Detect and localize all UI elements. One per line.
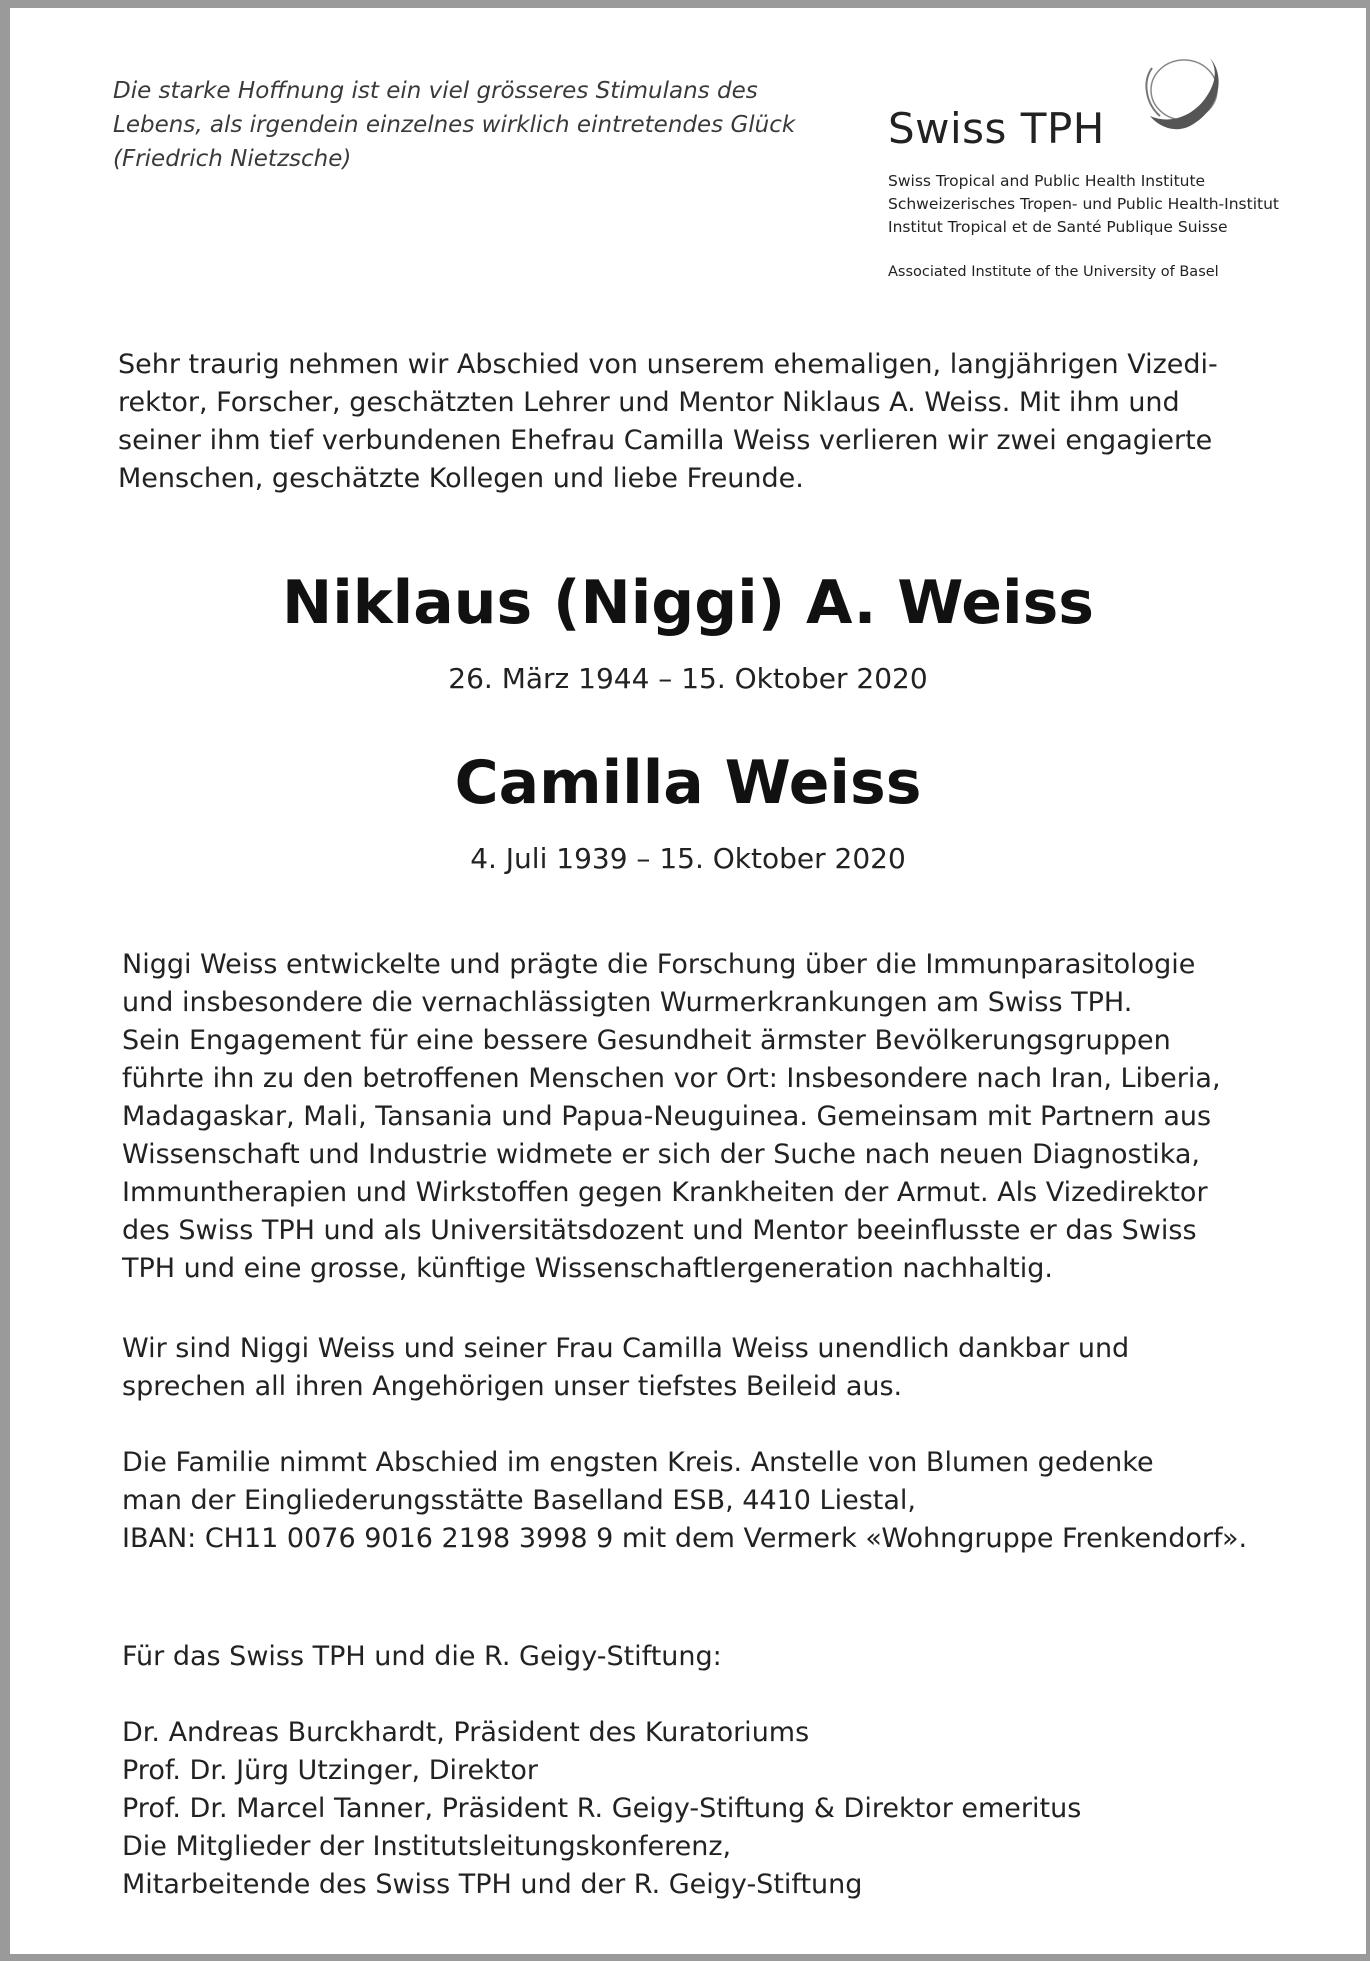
quote-line: Lebens, als irgendein einzelnes wirklich eintretendes Glück (113, 112, 796, 138)
person1-dates: 26. März 1944 – 15. Oktober 2020 (448, 662, 928, 695)
thanks-paragraph (122, 1330, 1322, 1406)
signatory-line: Mitarbeitende des Swiss TPH und der R. Geigy-Stiftung (122, 1869, 863, 1900)
logo-wordmark: Swiss TPH (888, 104, 1105, 153)
signature-intro: Für das Swiss TPH und die R. Geigy-Stiftung: (122, 1641, 722, 1672)
university-affiliation: Associated Institute of the University of Basel (888, 264, 1219, 280)
intro-line: Sehr traurig nehmen wir Abschied von unserem ehemaligen, langjährigen Vizedi- (118, 349, 1218, 380)
person2-dates: 4. Juli 1939 – 15. Oktober 2020 (470, 842, 906, 875)
bio-line: Wissenschaft und Industrie widmete er sich der Suche nach neuen Diagnostika, (122, 1139, 1200, 1170)
donation-line: man der Eingliederungsstätte Baselland ESB, 4410 Liestal, (122, 1485, 916, 1516)
signatory-line: Prof. Dr. Marcel Tanner, Präsident R. Geigy-Stiftung & Direktor emeritus (122, 1793, 1082, 1824)
signatory-line: Prof. Dr. Jürg Utzinger, Direktor (122, 1755, 538, 1786)
bio-line: führte ihn zu den betroffenen Menschen vor Ort: Insbesondere nach Iran, Liberia, (122, 1063, 1221, 1094)
institute-name-de: Schweizerisches Tropen- und Public Health-Institut (888, 195, 1279, 213)
signatory-line: Die Mitglieder der Institutsleitungskonferenz, (122, 1831, 732, 1862)
thanks-line: Wir sind Niggi Weiss und seiner Frau Camilla Weiss unendlich dankbar und (122, 1333, 1130, 1364)
intro-line: rektor, Forscher, geschätzten Lehrer und Mentor Niklaus A. Weiss. Mit ihm und (118, 387, 1180, 418)
intro-line: seiner ihm tief verbundenen Ehefrau Camilla Weiss verlieren wir zwei engagierte (118, 425, 1213, 456)
bio-line: Immuntherapien und Wirkstoffen gegen Krankheiten der Armut. Als Vizedirektor (122, 1177, 1208, 1208)
intro-line: Menschen, geschätzte Kollegen und liebe Freunde. (118, 463, 804, 494)
swiss-tph-logo (888, 48, 1308, 298)
donation-line: Die Familie nimmt Abschied im engsten Kreis. Anstelle von Blumen gedenke (122, 1447, 1154, 1478)
quote-line: Die starke Hoffnung ist ein viel grösseres Stimulans des (113, 78, 758, 104)
obituary-page (10, 8, 1366, 1954)
signatory-line: Dr. Andreas Burckhardt, Präsident des Kuratoriums (122, 1717, 810, 1748)
bio-line: und insbesondere die vernachlässigten Wurmerkrankungen am Swiss TPH. (122, 987, 1133, 1018)
person1-name: Niklaus (Niggi) A. Weiss (282, 568, 1094, 638)
globe-swoosh-icon (1138, 48, 1233, 138)
bio-line: Niggi Weiss entwickelte und prägte die Forschung über die Immunparasitologie (122, 949, 1196, 980)
bio-line: TPH und eine grosse, künftige Wissenschaftlergeneration nachhaltig. (122, 1253, 1053, 1284)
donation-paragraph (122, 1444, 1322, 1558)
bio-line: Madagaskar, Mali, Tansania und Papua-Neuguinea. Gemeinsam mit Partnern aus (122, 1101, 1212, 1132)
signatories (122, 1714, 1322, 1904)
institute-names (888, 170, 1279, 239)
donation-line: IBAN: CH11 0076 9016 2198 3998 9 mit dem Vermerk «Wohngruppe Frenkendorf». (122, 1523, 1248, 1554)
biography-paragraph (122, 946, 1322, 1288)
quote-line: (Friedrich Nietzsche) (113, 146, 352, 172)
institute-name-en: Swiss Tropical and Public Health Institute (888, 172, 1206, 190)
thanks-line: sprechen all ihren Angehörigen unser tiefstes Beileid aus. (122, 1371, 903, 1402)
institute-name-fr: Institut Tropical et de Santé Publique Suisse (888, 218, 1228, 236)
bio-line: des Swiss TPH und als Universitätsdozent und Mentor beeinflusste er das Swiss (122, 1215, 1197, 1246)
bio-line: Sein Engagement für eine bessere Gesundheit ärmster Bevölkerungsgruppen (122, 1025, 1171, 1056)
person2-name: Camilla Weiss (454, 748, 922, 818)
nietzsche-quote (113, 74, 833, 176)
intro-paragraph (118, 346, 1268, 498)
